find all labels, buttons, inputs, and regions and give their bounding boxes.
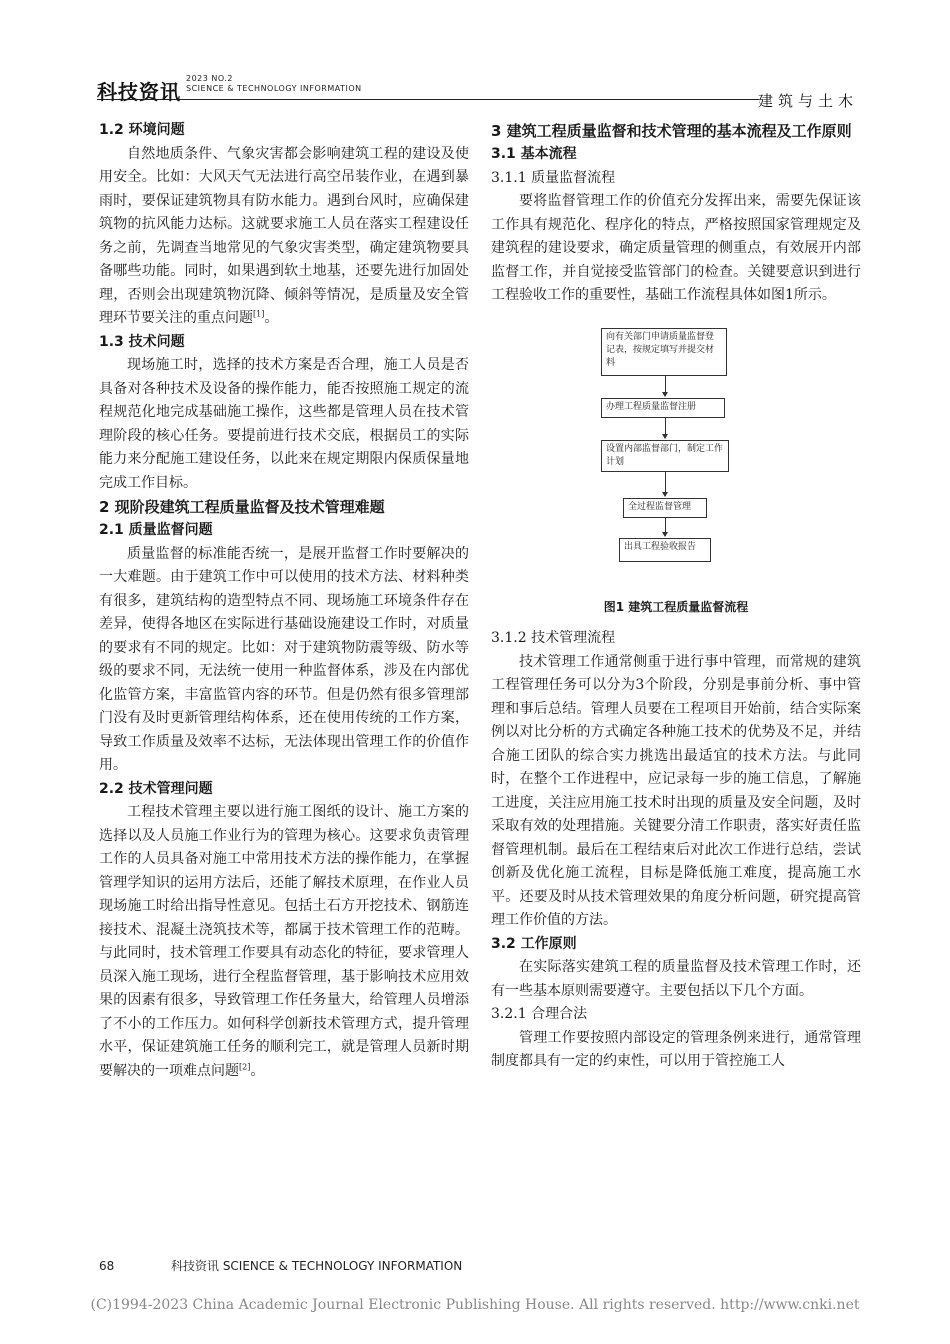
journal-logo: 科技资讯 [97, 80, 181, 104]
paragraph: 质量监督的标准能否统一，是展开监督工作时要解决的一大难题。由于建筑工作中可以使用的技术方法、材料种类有很多，建筑结构的造型特点不同、现场施工环境条件存在差异，使得各地区在实际进行基础设施建设工作时，对质量的要求有不同的规定。比如：对于建筑物防震等级、防水等级的要求不同，无法统一使用一种监督体系，涉及在内部优化监管方案，丰富监管内容的环节。但是仍然有很多管理部门没有及时更新管理结构体系，还在使用传统的工作方案，导致工作质量及效率不达标，无法体现出管理工作的价值作用。 [99, 545, 469, 773]
section-2-2-title: 2.2 技术管理问题 [99, 780, 213, 797]
paragraph: 在实际落实建筑工程的质量监督及技术管理工作时，还有一些基本原则需要遵守。主要包括以下几个方面。 [491, 959, 861, 999]
section-3-2-title: 3.2 工作原则 [491, 935, 577, 952]
section-3-2-1-title: 3.2.1 合理合法 [491, 1006, 588, 1022]
flow-arrow [665, 472, 666, 496]
copyright-notice: (C)1994-2023 China Academic Journal Electronic Publishing House. All rights reserved. http://www.cnki.net [90, 1297, 860, 1313]
flowchart [491, 322, 861, 590]
flow-arrow [665, 376, 666, 396]
section-3-title: 3 建筑工程质量监督和技术管理的基本流程及工作原则 [491, 122, 852, 140]
right-column [491, 119, 861, 1074]
paragraph: 现场施工时，选择的技术方案是否合理，施工人员是否具备对各种技术及设备的操作能力，能否按照施工规定的流程规范化地完成基础施工操作，这些都是管理人员在技术管理阶段的核心任务。要提前进行技术交底，根据员工的实际能力来分配施工建设任务，以此来在规定期限内保质保量地完成工作目标。 [99, 357, 469, 491]
page-number: 68 [99, 1259, 115, 1273]
paragraph [99, 801, 469, 1083]
section-3-1-1-title: 3.1.1 质量监督流程 [491, 169, 616, 186]
paragraph-end: 。 [264, 310, 279, 326]
section-name: 建筑与土木 [757, 92, 858, 110]
paragraph: 技术管理工作通常侧重于进行事中管理，而常规的建筑工程管理任务可以分为3个阶段，分别是事前分析、事中管理和事后总结。管理人员要在工程项目开始前，结合实际案例以对比分析的方式确定各种施工技术的优势及不足，并结合施工团队的综合实力挑选出最适宜的技术方法。与此同时，在整个工作进程中，应记录每一步的施工信息，了解施工进度，关注应用施工技术时出现的质量及安全问题，及时采取有效的处理措施。关键要分清工作职责，落实好责任监督管理机制。最后在工程结束后对此次工作进行总结，尝试创新及优化施工流程，目标是降低施工难度，提高施工水平。还要及时从技术管理效果的角度分析问题，研究提高管理工作价值的方法。 [491, 653, 861, 928]
section-3-1-2-title: 3.1.2 技术管理流程 [491, 630, 616, 646]
paragraph: 要将监督管理工作的价值充分发挥出来，需要先保证该工作具有规范化、程序化的特点，严格按照国家管理规定及建筑程的建设要求，确定质量管理的侧重点，有效展开内部监督工作，并自觉接受监管部门的检查。关键要意识到进行工程验收工作的重要性，基础工作流程具体如图1所示。 [491, 193, 861, 303]
paragraph: 管理工作要按照内部设定的管理条例来进行，通常管理制度都具有一定的约束性，可以用于管控施工人 [491, 1029, 861, 1069]
citation: [1] [253, 309, 265, 319]
journal-english-name: SCIENCE & TECHNOLOGY INFORMATION [186, 84, 362, 93]
section-2-title: 2 现阶段建筑工程质量监督及技术管理难题 [99, 498, 385, 516]
page-footer [99, 1257, 462, 1274]
figure-caption: 图1 建筑工程质量监督流程 [603, 599, 749, 614]
footer-journal: 科技资讯 SCIENCE & TECHNOLOGY INFORMATION [171, 1259, 463, 1273]
section-1-2-title: 1.2 环境问题 [99, 122, 185, 138]
flow-arrow [665, 418, 666, 438]
flow-arrow [665, 518, 666, 536]
flow-step-4: 全过程监督管理 [623, 498, 707, 518]
journal-subheader [186, 74, 362, 94]
flow-step-1: 向有关部门申请质量监督登记表，按规定填写并提交材料 [601, 328, 727, 376]
flow-step-2: 办理工程质量监督注册 [601, 398, 725, 418]
header-rule [97, 99, 759, 100]
issue-number: 2023 NO.2 [186, 74, 233, 83]
flow-step-5: 出具工程验收报告 [619, 538, 711, 562]
left-column [99, 119, 469, 1083]
paragraph-text: 自然地质条件、气象灾害都会影响建筑工程的建设及使用安全。比如：大风天气无法进行高空吊装作业，在遇到暴雨时，要保证建筑物具有防水能力。遇到台风时，应确保建筑物的抗风能力达标。这就要求施工人员在落实工程建设任务之前，先调查当地常见的气象灾害类型，确定建筑物要具备哪些功能。同时，如果遇到软土地基，还要先进行加固处理，否则会出现建筑物沉降、倾斜等情况，是质量及安全管理环节要关注的重点问题 [99, 145, 469, 326]
section-2-1-title: 2.1 质量监督问题 [99, 522, 213, 538]
section-3-1-title: 3.1 基本流程 [491, 146, 577, 162]
paragraph [99, 143, 469, 331]
paragraph-text: 工程技术管理主要以进行施工图纸的设计、施工方案的选择以及人员施工作业行为的管理为核心。这要求负责管理工作的人员具备对施工中常用技术方法的操作能力，在掌握管理学知识的运用方法后，还能了解技术原理，在作业人员现场施工时给出指导性意见。包括土石方开挖技术、钢筋连接技术、混凝土浇筑技术等，都属于技术管理工作的范畴。与此同时，技术管理工作要具有动态化的特征，要求管理人员深入施工现场，进行全程监督管理，基于影响技术应用效果的因素有很多，导致管理工作任务量大，给管理人员增添了不小的工作压力。如何科学创新技术管理方式，提升管理水平，保证建筑施工任务的顺利完工，就是管理人员新时期要解决的一项难点问题 [99, 804, 469, 1079]
flow-step-3: 设置内部监督部门，制定工作计划 [601, 440, 729, 472]
citation: [2] [239, 1061, 251, 1071]
section-1-3-title: 1.3 技术问题 [99, 333, 185, 350]
paragraph-end: 。 [250, 1062, 265, 1079]
